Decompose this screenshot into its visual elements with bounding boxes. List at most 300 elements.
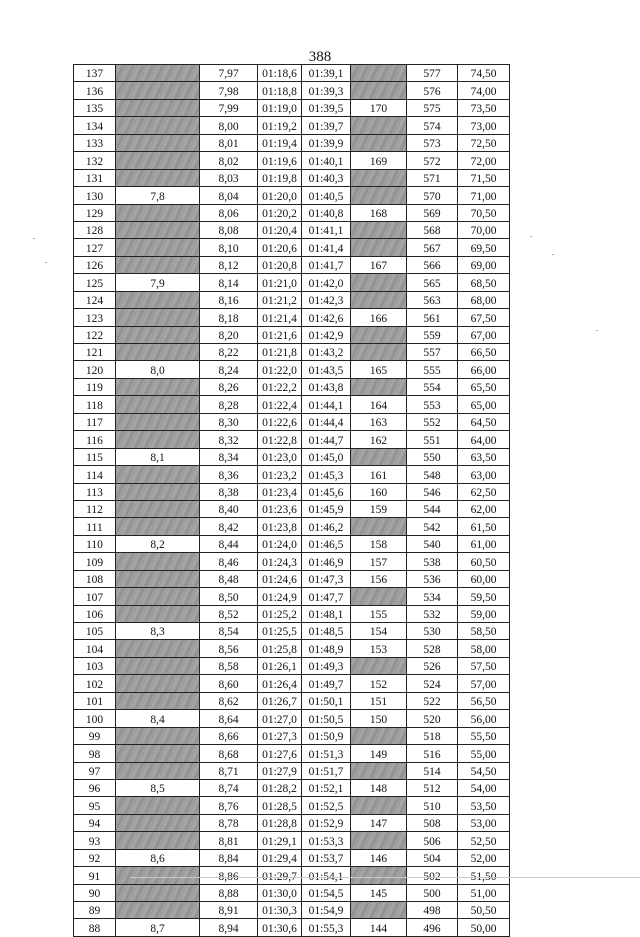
value-cell: 68,00 xyxy=(458,291,510,308)
score-cell: 536 xyxy=(407,570,458,587)
score-cell: 546 xyxy=(407,483,458,500)
place-cell: 126 xyxy=(74,256,116,273)
time-cell: 7,98 xyxy=(200,82,258,99)
total-cell: 01:45,9 xyxy=(302,500,351,517)
table-row xyxy=(74,413,510,430)
table-row xyxy=(74,239,510,256)
total-cell: 01:47,3 xyxy=(302,570,351,587)
points-cell xyxy=(351,657,407,674)
score-cell: 551 xyxy=(407,431,458,448)
score-cell: 510 xyxy=(407,797,458,814)
place-cell: 108 xyxy=(74,570,116,587)
shaded-cell xyxy=(116,99,200,116)
table-row xyxy=(74,692,510,709)
scan-speck xyxy=(33,238,35,239)
time-cell: 8,30 xyxy=(200,413,258,430)
table-row xyxy=(74,99,510,116)
points-cell: 158 xyxy=(351,535,407,552)
total-cell: 01:42,6 xyxy=(302,309,351,326)
scan-speck xyxy=(596,330,598,331)
table-row xyxy=(74,745,510,762)
time-cell: 8,34 xyxy=(200,448,258,465)
shaded-cell xyxy=(116,727,200,744)
points-cell xyxy=(351,448,407,465)
value-cell: 69,00 xyxy=(458,256,510,273)
time-cell: 8,56 xyxy=(200,640,258,657)
time-cell: 8,48 xyxy=(200,570,258,587)
place-cell: 128 xyxy=(74,221,116,238)
points-cell xyxy=(351,134,407,151)
total-cell: 01:43,8 xyxy=(302,378,351,395)
time-cell: 8,36 xyxy=(200,466,258,483)
total-cell: 01:46,9 xyxy=(302,553,351,570)
shaded-cell: 8,0 xyxy=(116,361,200,378)
shaded-cell: 8,1 xyxy=(116,448,200,465)
total-cell: 01:54,1 xyxy=(302,867,351,884)
place-cell: 109 xyxy=(74,553,116,570)
score-cell: 566 xyxy=(407,256,458,273)
total-cell: 01:42,3 xyxy=(302,291,351,308)
value-cell: 64,50 xyxy=(458,413,510,430)
points-cell xyxy=(351,762,407,779)
table-row xyxy=(74,483,510,500)
time-cell: 8,01 xyxy=(200,134,258,151)
split-cell: 01:22,8 xyxy=(258,431,302,448)
value-cell: 74,50 xyxy=(458,65,510,82)
place-cell: 104 xyxy=(74,640,116,657)
shaded-cell xyxy=(116,204,200,221)
points-cell: 152 xyxy=(351,675,407,692)
total-cell: 01:42,9 xyxy=(302,326,351,343)
table-row xyxy=(74,727,510,744)
time-cell: 8,28 xyxy=(200,396,258,413)
split-cell: 01:24,6 xyxy=(258,570,302,587)
place-cell: 129 xyxy=(74,204,116,221)
score-cell: 576 xyxy=(407,82,458,99)
score-cell: 524 xyxy=(407,675,458,692)
table-row xyxy=(74,605,510,622)
scan-speck xyxy=(530,236,532,237)
total-cell: 01:50,1 xyxy=(302,692,351,709)
place-cell: 105 xyxy=(74,623,116,640)
time-cell: 8,46 xyxy=(200,553,258,570)
points-cell: 155 xyxy=(351,605,407,622)
place-cell: 90 xyxy=(74,884,116,901)
time-cell: 8,86 xyxy=(200,867,258,884)
value-cell: 56,00 xyxy=(458,710,510,727)
split-cell: 01:18,6 xyxy=(258,65,302,82)
total-cell: 01:51,7 xyxy=(302,762,351,779)
points-cell: 148 xyxy=(351,779,407,796)
points-cell: 150 xyxy=(351,710,407,727)
place-cell: 120 xyxy=(74,361,116,378)
total-cell: 01:52,9 xyxy=(302,814,351,831)
shaded-cell xyxy=(116,239,200,256)
shaded-cell xyxy=(116,814,200,831)
score-cell: 544 xyxy=(407,500,458,517)
value-cell: 66,00 xyxy=(458,361,510,378)
score-cell: 538 xyxy=(407,553,458,570)
time-cell: 8,88 xyxy=(200,884,258,901)
total-cell: 01:40,3 xyxy=(302,169,351,186)
score-cell: 567 xyxy=(407,239,458,256)
total-cell: 01:46,5 xyxy=(302,535,351,552)
place-cell: 94 xyxy=(74,814,116,831)
shaded-cell xyxy=(116,431,200,448)
time-cell: 8,40 xyxy=(200,500,258,517)
place-cell: 110 xyxy=(74,535,116,552)
value-cell: 51,50 xyxy=(458,867,510,884)
split-cell: 01:30,6 xyxy=(258,919,302,936)
table-row xyxy=(74,309,510,326)
place-cell: 135 xyxy=(74,99,116,116)
score-cell: 557 xyxy=(407,344,458,361)
total-cell: 01:45,6 xyxy=(302,483,351,500)
points-cell: 160 xyxy=(351,483,407,500)
total-cell: 01:44,7 xyxy=(302,431,351,448)
table-row xyxy=(74,762,510,779)
time-cell: 8,18 xyxy=(200,309,258,326)
place-cell: 88 xyxy=(74,919,116,936)
value-cell: 73,50 xyxy=(458,99,510,116)
value-cell: 55,00 xyxy=(458,745,510,762)
value-cell: 62,50 xyxy=(458,483,510,500)
table-row xyxy=(74,797,510,814)
score-cell: 526 xyxy=(407,657,458,674)
score-cell: 532 xyxy=(407,605,458,622)
value-cell: 73,00 xyxy=(458,117,510,134)
points-cell xyxy=(351,518,407,535)
split-cell: 01:28,2 xyxy=(258,779,302,796)
place-cell: 115 xyxy=(74,448,116,465)
total-cell: 01:48,1 xyxy=(302,605,351,622)
total-cell: 01:41,1 xyxy=(302,221,351,238)
points-cell: 156 xyxy=(351,570,407,587)
split-cell: 01:27,3 xyxy=(258,727,302,744)
place-cell: 123 xyxy=(74,309,116,326)
table-row xyxy=(74,466,510,483)
split-cell: 01:23,8 xyxy=(258,518,302,535)
place-cell: 130 xyxy=(74,187,116,204)
points-cell: 168 xyxy=(351,204,407,221)
shaded-cell xyxy=(116,605,200,622)
split-cell: 01:30,3 xyxy=(258,902,302,919)
split-cell: 01:20,8 xyxy=(258,256,302,273)
time-cell: 8,00 xyxy=(200,117,258,134)
points-cell xyxy=(351,344,407,361)
place-cell: 98 xyxy=(74,745,116,762)
place-cell: 125 xyxy=(74,274,116,291)
total-cell: 01:50,5 xyxy=(302,710,351,727)
points-cell xyxy=(351,291,407,308)
table-row xyxy=(74,169,510,186)
shaded-cell xyxy=(116,344,200,361)
split-cell: 01:22,0 xyxy=(258,361,302,378)
place-cell: 101 xyxy=(74,692,116,709)
score-cell: 555 xyxy=(407,361,458,378)
points-cell xyxy=(351,117,407,134)
score-cell: 500 xyxy=(407,884,458,901)
total-cell: 01:48,9 xyxy=(302,640,351,657)
time-cell: 8,78 xyxy=(200,814,258,831)
value-cell: 63,00 xyxy=(458,466,510,483)
score-cell: 540 xyxy=(407,535,458,552)
split-cell: 01:19,6 xyxy=(258,152,302,169)
total-cell: 01:49,7 xyxy=(302,675,351,692)
time-cell: 7,97 xyxy=(200,65,258,82)
place-cell: 92 xyxy=(74,849,116,866)
page-number: 388 xyxy=(308,49,332,65)
value-cell: 57,50 xyxy=(458,657,510,674)
place-cell: 102 xyxy=(74,675,116,692)
table-row xyxy=(74,902,510,919)
split-cell: 01:21,4 xyxy=(258,309,302,326)
total-cell: 01:53,3 xyxy=(302,832,351,849)
shaded-cell xyxy=(116,82,200,99)
time-cell: 8,14 xyxy=(200,274,258,291)
table-row xyxy=(74,134,510,151)
split-cell: 01:26,7 xyxy=(258,692,302,709)
shaded-cell: 8,4 xyxy=(116,710,200,727)
time-cell: 8,81 xyxy=(200,832,258,849)
split-cell: 01:29,7 xyxy=(258,867,302,884)
split-cell: 01:23,2 xyxy=(258,466,302,483)
time-cell: 8,71 xyxy=(200,762,258,779)
shaded-cell xyxy=(116,152,200,169)
place-cell: 127 xyxy=(74,239,116,256)
total-cell: 01:39,9 xyxy=(302,134,351,151)
shaded-cell xyxy=(116,291,200,308)
total-cell: 01:52,1 xyxy=(302,779,351,796)
shaded-cell xyxy=(116,675,200,692)
split-cell: 01:24,9 xyxy=(258,588,302,605)
shaded-cell xyxy=(116,884,200,901)
score-cell: 542 xyxy=(407,518,458,535)
time-cell: 8,22 xyxy=(200,344,258,361)
shaded-cell: 8,5 xyxy=(116,779,200,796)
score-cell: 508 xyxy=(407,814,458,831)
shaded-cell: 7,9 xyxy=(116,274,200,291)
split-cell: 01:25,2 xyxy=(258,605,302,622)
points-cell: 167 xyxy=(351,256,407,273)
place-cell: 95 xyxy=(74,797,116,814)
table-row xyxy=(74,221,510,238)
table-row xyxy=(74,448,510,465)
split-cell: 01:27,9 xyxy=(258,762,302,779)
shaded-cell xyxy=(116,326,200,343)
shaded-cell xyxy=(116,640,200,657)
shaded-cell xyxy=(116,500,200,517)
value-cell: 67,50 xyxy=(458,309,510,326)
shaded-cell xyxy=(116,762,200,779)
value-cell: 63,50 xyxy=(458,448,510,465)
points-cell: 162 xyxy=(351,431,407,448)
points-cell: 165 xyxy=(351,361,407,378)
place-cell: 116 xyxy=(74,431,116,448)
total-cell: 01:47,7 xyxy=(302,588,351,605)
total-cell: 01:41,4 xyxy=(302,239,351,256)
table-row xyxy=(74,204,510,221)
time-cell: 8,02 xyxy=(200,152,258,169)
total-cell: 01:54,9 xyxy=(302,902,351,919)
split-cell: 01:21,8 xyxy=(258,344,302,361)
score-cell: 504 xyxy=(407,849,458,866)
table-row xyxy=(74,867,510,884)
table-row xyxy=(74,431,510,448)
value-cell: 74,00 xyxy=(458,82,510,99)
score-cell: 530 xyxy=(407,623,458,640)
time-cell: 8,68 xyxy=(200,745,258,762)
value-cell: 72,00 xyxy=(458,152,510,169)
split-cell: 01:19,2 xyxy=(258,117,302,134)
place-cell: 97 xyxy=(74,762,116,779)
table-row xyxy=(74,187,510,204)
time-cell: 8,04 xyxy=(200,187,258,204)
value-cell: 58,00 xyxy=(458,640,510,657)
table-body xyxy=(74,65,510,937)
value-cell: 70,50 xyxy=(458,204,510,221)
value-cell: 62,00 xyxy=(458,500,510,517)
points-cell xyxy=(351,326,407,343)
split-cell: 01:27,6 xyxy=(258,745,302,762)
split-cell: 01:29,1 xyxy=(258,832,302,849)
split-cell: 01:21,0 xyxy=(258,274,302,291)
points-cell xyxy=(351,378,407,395)
value-cell: 65,50 xyxy=(458,378,510,395)
value-cell: 55,50 xyxy=(458,727,510,744)
split-cell: 01:22,4 xyxy=(258,396,302,413)
split-cell: 01:28,8 xyxy=(258,814,302,831)
table-row xyxy=(74,623,510,640)
shaded-cell xyxy=(116,902,200,919)
points-cell: 166 xyxy=(351,309,407,326)
split-cell: 01:24,3 xyxy=(258,553,302,570)
score-cell: 571 xyxy=(407,169,458,186)
table-row xyxy=(74,117,510,134)
points-cell xyxy=(351,832,407,849)
value-cell: 64,00 xyxy=(458,431,510,448)
score-cell: 553 xyxy=(407,396,458,413)
points-cell xyxy=(351,221,407,238)
place-cell: 133 xyxy=(74,134,116,151)
split-cell: 01:19,0 xyxy=(258,99,302,116)
value-cell: 59,00 xyxy=(458,605,510,622)
score-cell: 520 xyxy=(407,710,458,727)
time-cell: 8,76 xyxy=(200,797,258,814)
total-cell: 01:51,3 xyxy=(302,745,351,762)
shaded-cell xyxy=(116,570,200,587)
total-cell: 01:39,1 xyxy=(302,65,351,82)
place-cell: 107 xyxy=(74,588,116,605)
time-cell: 8,58 xyxy=(200,657,258,674)
total-cell: 01:43,5 xyxy=(302,361,351,378)
points-cell: 161 xyxy=(351,466,407,483)
value-cell: 59,50 xyxy=(458,588,510,605)
split-cell: 01:28,5 xyxy=(258,797,302,814)
value-cell: 50,00 xyxy=(458,919,510,936)
score-cell: 561 xyxy=(407,309,458,326)
split-cell: 01:29,4 xyxy=(258,849,302,866)
value-cell: 56,50 xyxy=(458,692,510,709)
time-cell: 8,42 xyxy=(200,518,258,535)
table-row xyxy=(74,849,510,866)
place-cell: 96 xyxy=(74,779,116,796)
shaded-cell: 8,2 xyxy=(116,535,200,552)
split-cell: 01:23,6 xyxy=(258,500,302,517)
table-row xyxy=(74,553,510,570)
value-cell: 53,00 xyxy=(458,814,510,831)
table-row xyxy=(74,640,510,657)
place-cell: 119 xyxy=(74,378,116,395)
value-cell: 61,00 xyxy=(458,535,510,552)
table-row xyxy=(74,710,510,727)
table-row xyxy=(74,779,510,796)
table-row xyxy=(74,535,510,552)
split-cell: 01:19,4 xyxy=(258,134,302,151)
shaded-cell xyxy=(116,553,200,570)
shaded-cell xyxy=(116,378,200,395)
value-cell: 60,00 xyxy=(458,570,510,587)
total-cell: 01:40,1 xyxy=(302,152,351,169)
total-cell: 01:39,7 xyxy=(302,117,351,134)
shaded-cell xyxy=(116,221,200,238)
value-cell: 71,00 xyxy=(458,187,510,204)
split-cell: 01:27,0 xyxy=(258,710,302,727)
score-cell: 516 xyxy=(407,745,458,762)
table-row xyxy=(74,884,510,901)
time-cell: 8,03 xyxy=(200,169,258,186)
total-cell: 01:40,5 xyxy=(302,187,351,204)
score-cell: 565 xyxy=(407,274,458,291)
points-cell xyxy=(351,727,407,744)
shaded-cell xyxy=(116,657,200,674)
score-cell: 570 xyxy=(407,187,458,204)
shaded-cell xyxy=(116,65,200,82)
split-cell: 01:22,2 xyxy=(258,378,302,395)
points-cell: 151 xyxy=(351,692,407,709)
total-cell: 01:49,3 xyxy=(302,657,351,674)
score-cell: 552 xyxy=(407,413,458,430)
points-cell xyxy=(351,902,407,919)
total-cell: 01:44,4 xyxy=(302,413,351,430)
table-row xyxy=(74,326,510,343)
place-cell: 111 xyxy=(74,518,116,535)
value-cell: 54,00 xyxy=(458,779,510,796)
time-cell: 8,94 xyxy=(200,919,258,936)
points-cell: 163 xyxy=(351,413,407,430)
shaded-cell xyxy=(116,396,200,413)
time-cell: 8,26 xyxy=(200,378,258,395)
table-row xyxy=(74,82,510,99)
split-cell: 01:20,2 xyxy=(258,204,302,221)
page-edge-line xyxy=(130,877,640,878)
score-cell: 502 xyxy=(407,867,458,884)
points-cell: 170 xyxy=(351,99,407,116)
time-cell: 8,91 xyxy=(200,902,258,919)
table-row xyxy=(74,378,510,395)
place-cell: 121 xyxy=(74,344,116,361)
points-cell: 169 xyxy=(351,152,407,169)
total-cell: 01:46,2 xyxy=(302,518,351,535)
place-cell: 106 xyxy=(74,605,116,622)
value-cell: 72,50 xyxy=(458,134,510,151)
value-cell: 52,00 xyxy=(458,849,510,866)
total-cell: 01:53,7 xyxy=(302,849,351,866)
shaded-cell xyxy=(116,413,200,430)
points-cell: 154 xyxy=(351,623,407,640)
place-cell: 89 xyxy=(74,902,116,919)
split-cell: 01:23,4 xyxy=(258,483,302,500)
